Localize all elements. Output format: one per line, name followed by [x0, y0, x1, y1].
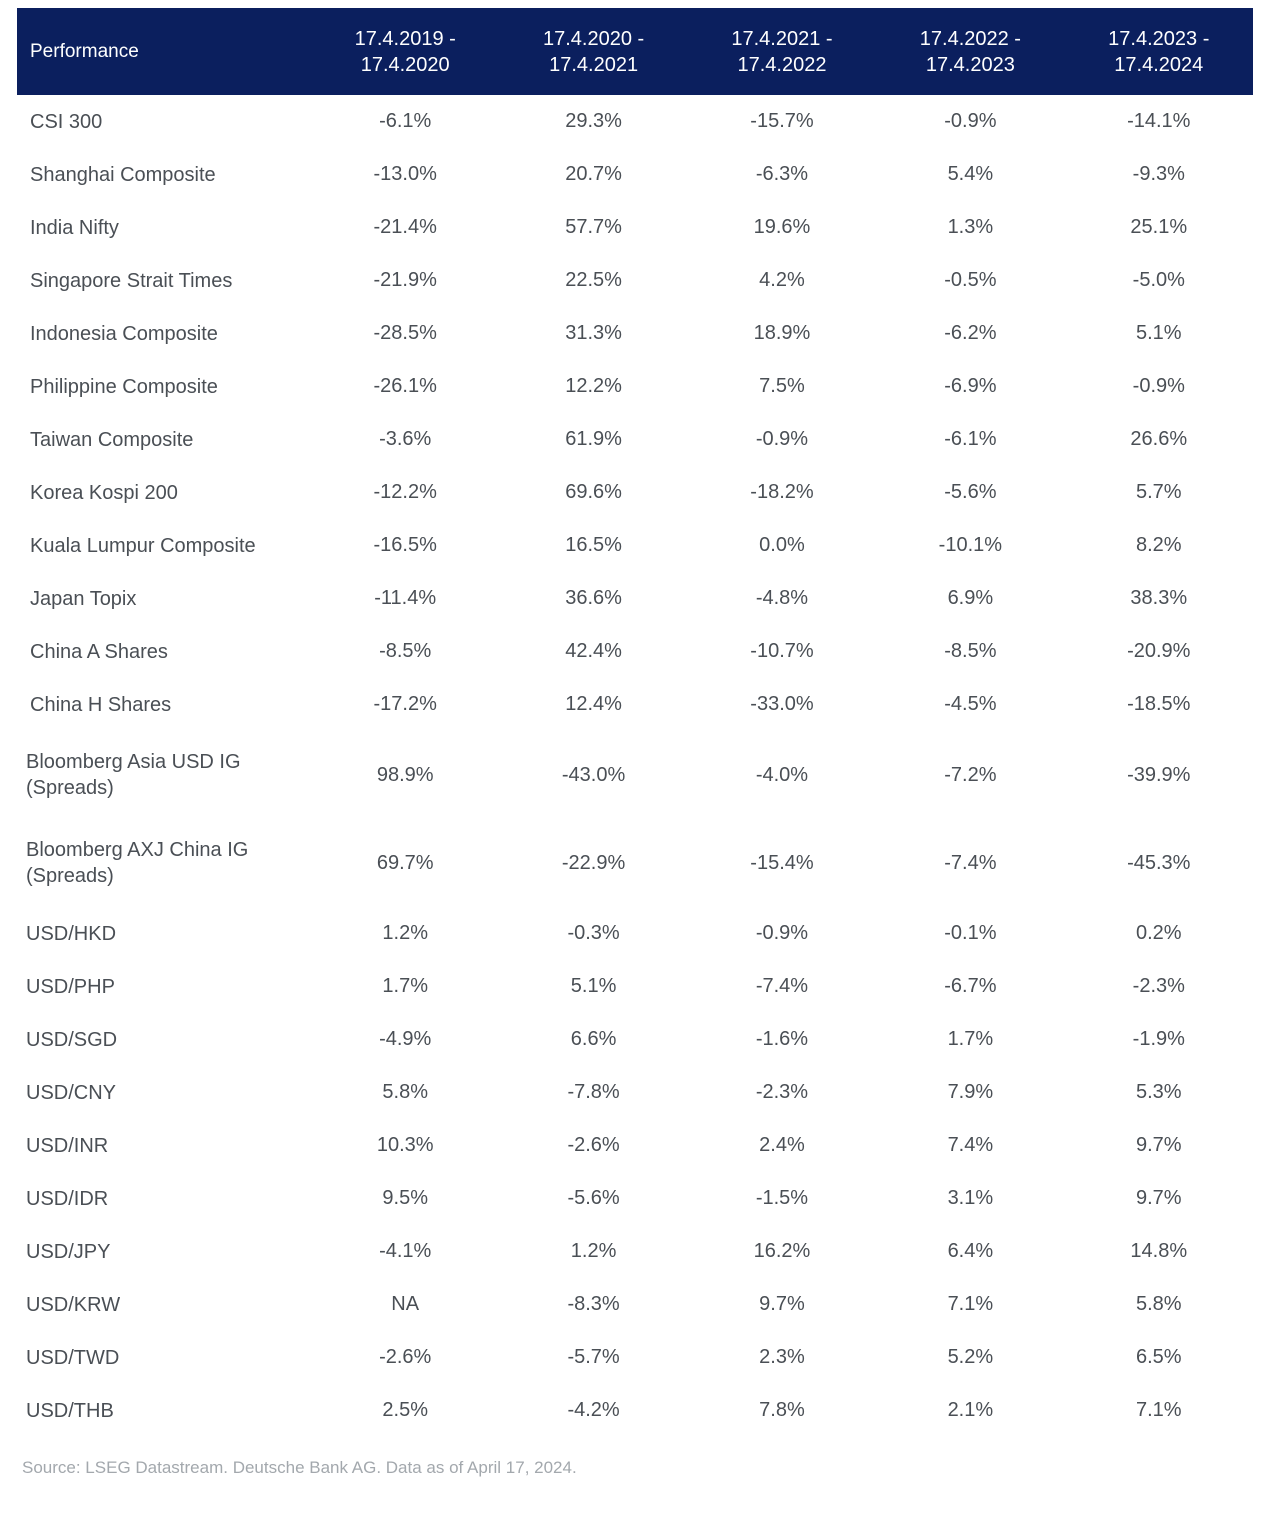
- table-row: [17, 625, 1253, 678]
- row-value-period-3: 7.5%: [759, 375, 805, 397]
- row-value-period-5: 9.7%: [1135, 1134, 1182, 1156]
- row-value-period-1: -3.6%: [379, 428, 432, 450]
- table-row: [17, 907, 1253, 960]
- row-label: Bloomberg AXJ China IG (Spreads): [26, 839, 249, 887]
- header-underline-divider: [17, 95, 311, 97]
- row-value-period-2: 12.2%: [565, 375, 622, 397]
- row-label: USD/IDR: [26, 1187, 109, 1210]
- row-value-period-2: -43.0%: [561, 763, 626, 786]
- row-value-period-2: -8.3%: [567, 1293, 620, 1315]
- row-value-period-5: 5.1%: [1135, 322, 1182, 344]
- row-value-period-4: -6.1%: [944, 428, 997, 450]
- row-value-period-5: 9.7%: [1135, 1187, 1182, 1209]
- row-value-period-5: 7.1%: [1135, 1399, 1182, 1421]
- row-label: Shanghai Composite: [30, 163, 216, 186]
- table-row: [17, 1013, 1253, 1066]
- row-value-period-1: -21.9%: [373, 269, 437, 291]
- row-value-period-3: -4.0%: [755, 763, 809, 786]
- row-value-period-3: -1.6%: [755, 1028, 809, 1050]
- row-value-period-3: -4.8%: [755, 587, 809, 609]
- table-row: [17, 819, 1253, 907]
- row-label: CSI 300: [30, 110, 103, 133]
- row-value-period-4: 7.9%: [947, 1081, 994, 1103]
- row-value-period-1: -4.9%: [379, 1028, 432, 1050]
- row-value-period-1: 5.8%: [382, 1081, 428, 1103]
- row-value-period-4: 6.9%: [947, 587, 994, 609]
- row-value-period-5: 5.7%: [1135, 481, 1182, 503]
- row-label: Bloomberg Asia USD IG (Spreads): [26, 751, 241, 799]
- row-value-period-5: -9.3%: [1132, 163, 1185, 185]
- table-body: [17, 95, 1253, 1437]
- row-value-period-4: -6.7%: [944, 975, 997, 997]
- table-row: [17, 1278, 1253, 1331]
- row-value-period-4: 6.4%: [947, 1240, 994, 1262]
- table-row: [17, 731, 1253, 819]
- row-value-period-2: 12.4%: [565, 693, 622, 715]
- row-value-period-1: -4.1%: [379, 1240, 432, 1262]
- row-value-period-2: -7.8%: [567, 1081, 620, 1103]
- row-value-period-3: 0.0%: [759, 534, 805, 556]
- header-period-2: [499, 8, 687, 95]
- row-value-period-5: -20.9%: [1127, 640, 1191, 662]
- row-value-period-3: 18.9%: [753, 322, 811, 344]
- row-value-period-5: 5.3%: [1135, 1081, 1182, 1103]
- row-value-period-3: -1.5%: [755, 1187, 809, 1209]
- row-value-period-4: 1.7%: [947, 1028, 994, 1050]
- row-label: USD/KRW: [26, 1293, 121, 1316]
- row-value-period-1: 69.7%: [376, 851, 434, 874]
- row-value-period-4: 7.4%: [947, 1134, 994, 1156]
- row-value-period-4: -0.9%: [944, 110, 997, 132]
- period-end: 17.4.2021: [549, 53, 639, 76]
- row-value-period-5: -0.9%: [1132, 375, 1185, 397]
- row-value-period-5: -2.3%: [1132, 975, 1185, 997]
- row-label: Indonesia Composite: [30, 322, 218, 345]
- row-value-period-3: 2.4%: [759, 1134, 805, 1156]
- table-row: [17, 1066, 1253, 1119]
- row-value-period-5: 38.3%: [1130, 587, 1188, 609]
- row-value-period-4: 5.2%: [947, 1346, 994, 1368]
- row-value-period-5: -5.0%: [1132, 269, 1185, 291]
- row-value-period-1: 1.2%: [382, 922, 428, 944]
- row-value-period-3: 9.7%: [759, 1293, 805, 1315]
- row-value-period-3: -0.9%: [755, 428, 809, 450]
- row-value-period-4: -0.5%: [944, 269, 997, 291]
- table-row: [17, 1172, 1253, 1225]
- header-period-4: [876, 8, 1064, 95]
- row-value-period-2: 61.9%: [565, 428, 622, 450]
- row-value-period-5: -1.9%: [1132, 1028, 1185, 1050]
- row-value-period-2: 42.4%: [565, 640, 622, 662]
- row-label: China A Shares: [30, 640, 168, 663]
- row-value-period-3: 7.8%: [759, 1399, 805, 1421]
- row-value-period-5: -39.9%: [1127, 763, 1191, 786]
- row-value-period-5: 8.2%: [1135, 534, 1182, 556]
- period-start: 17.4.2019 -: [354, 27, 456, 50]
- row-value-period-3: -18.2%: [750, 481, 814, 503]
- row-value-period-2: -5.6%: [567, 1187, 620, 1209]
- row-value-period-1: 9.5%: [382, 1187, 428, 1209]
- row-value-period-5: 14.8%: [1130, 1240, 1188, 1262]
- row-value-period-1: 98.9%: [376, 763, 434, 786]
- source-note: Source: LSEG Datastream. Deutsche Bank AG. Data as of April 17, 2024.: [22, 1458, 577, 1477]
- row-label: Kuala Lumpur Composite: [30, 534, 256, 557]
- row-value-period-2: -2.6%: [567, 1134, 620, 1156]
- table-row: [17, 307, 1253, 360]
- row-value-period-2: 5.1%: [570, 975, 617, 997]
- row-label: USD/HKD: [26, 922, 117, 945]
- row-value-period-2: 29.3%: [565, 110, 622, 132]
- row-value-period-5: 6.5%: [1135, 1346, 1182, 1368]
- row-value-period-2: -22.9%: [561, 851, 626, 874]
- row-label: Korea Kospi 200: [30, 481, 178, 504]
- table-row: [17, 201, 1253, 254]
- row-label: Singapore Strait Times: [30, 269, 233, 292]
- row-value-period-2: 31.3%: [565, 322, 622, 344]
- row-label: Taiwan Composite: [30, 428, 194, 451]
- row-value-period-3: -0.9%: [755, 922, 809, 944]
- row-value-period-2: 57.7%: [565, 216, 622, 238]
- row-label: USD/THB: [26, 1399, 114, 1422]
- header-performance: Performance: [17, 8, 311, 95]
- row-value-period-4: 3.1%: [947, 1187, 994, 1209]
- row-value-period-4: 1.3%: [947, 216, 994, 238]
- table-row: [17, 95, 1253, 148]
- table-row: [17, 572, 1253, 625]
- row-label: USD/CNY: [26, 1081, 117, 1104]
- row-value-period-5: 25.1%: [1130, 216, 1188, 238]
- row-label: China H Shares: [30, 693, 172, 716]
- row-value-period-1: 2.5%: [382, 1399, 428, 1421]
- table-row: [17, 148, 1253, 201]
- header-period-3: [688, 8, 876, 95]
- row-value-period-2: -0.3%: [567, 922, 620, 944]
- row-label: USD/PHP: [26, 975, 115, 998]
- performance-table-container: [17, 8, 1253, 1437]
- row-value-period-4: -5.6%: [944, 481, 997, 503]
- row-value-period-5: 0.2%: [1135, 922, 1182, 944]
- row-value-period-2: 69.6%: [565, 481, 622, 503]
- period-end: 17.4.2024: [1114, 53, 1204, 76]
- row-value-period-1: -2.6%: [379, 1346, 432, 1368]
- row-value-period-1: 10.3%: [376, 1134, 434, 1156]
- row-label: USD/JPY: [26, 1240, 111, 1263]
- table-row: [17, 1384, 1253, 1437]
- row-value-period-5: 26.6%: [1130, 428, 1188, 450]
- period-start: 17.4.2020 -: [542, 27, 645, 50]
- period-start: 17.4.2021 -: [731, 27, 833, 50]
- row-value-period-4: 5.4%: [947, 163, 994, 185]
- table-row: [17, 960, 1253, 1013]
- row-value-period-1: -16.5%: [373, 534, 437, 556]
- row-value-period-4: 2.1%: [947, 1399, 994, 1421]
- table-row: [17, 466, 1253, 519]
- row-value-period-3: -2.3%: [755, 1081, 809, 1103]
- row-value-period-2: 22.5%: [565, 269, 622, 291]
- period-end: 17.4.2022: [737, 53, 827, 76]
- row-value-period-4: -4.5%: [944, 693, 997, 715]
- header-row: [17, 8, 1253, 95]
- row-value-period-2: 1.2%: [570, 1240, 617, 1262]
- row-value-period-1: -11.4%: [374, 587, 437, 609]
- row-value-period-2: 6.6%: [570, 1028, 617, 1050]
- row-label: Japan Topix: [30, 587, 137, 610]
- header-period-5: [1065, 8, 1253, 95]
- row-value-period-4: -6.9%: [944, 375, 997, 397]
- row-value-period-4: -7.4%: [944, 851, 997, 874]
- row-label: USD/TWD: [26, 1346, 120, 1369]
- row-value-period-2: -4.2%: [567, 1399, 620, 1421]
- period-end: 17.4.2023: [925, 53, 1015, 76]
- row-value-period-4: -8.5%: [944, 640, 997, 662]
- row-value-period-1: -28.5%: [373, 322, 437, 344]
- row-value-period-3: -33.0%: [750, 693, 814, 715]
- row-label: India Nifty: [30, 216, 119, 239]
- table-row: [17, 413, 1253, 466]
- row-value-period-3: 16.2%: [753, 1240, 811, 1262]
- row-value-period-4: -0.1%: [944, 922, 997, 944]
- row-value-period-5: -14.1%: [1127, 110, 1191, 132]
- period-start: 17.4.2022 -: [919, 27, 1021, 50]
- table-header: [17, 8, 1253, 95]
- row-value-period-1: NA: [391, 1293, 420, 1315]
- row-value-period-4: 7.1%: [947, 1293, 994, 1315]
- row-value-period-3: -15.7%: [750, 110, 814, 132]
- table-row: [17, 1119, 1253, 1172]
- table-row: [17, 254, 1253, 307]
- period-end: 17.4.2020: [360, 53, 450, 76]
- row-value-period-1: -26.1%: [373, 375, 437, 397]
- row-value-period-1: -13.0%: [373, 163, 437, 185]
- table-row: [17, 678, 1253, 731]
- table-row: [17, 360, 1253, 413]
- header-period-1: [311, 8, 499, 95]
- row-value-period-3: -15.4%: [750, 851, 814, 874]
- row-value-period-1: -8.5%: [379, 640, 432, 662]
- row-value-period-3: -10.7%: [750, 640, 814, 662]
- table-row: [17, 1331, 1253, 1384]
- row-value-period-1: 1.7%: [382, 975, 428, 997]
- row-value-period-3: 19.6%: [753, 216, 811, 238]
- row-value-period-3: -6.3%: [755, 163, 809, 185]
- row-value-period-5: -45.3%: [1127, 851, 1191, 874]
- row-value-period-2: 20.7%: [565, 163, 622, 185]
- row-value-period-2: 16.5%: [565, 534, 622, 556]
- row-value-period-4: -10.1%: [938, 534, 1003, 556]
- row-value-period-2: 36.6%: [565, 587, 622, 609]
- row-value-period-3: 4.2%: [759, 269, 805, 291]
- row-value-period-3: -7.4%: [755, 975, 809, 997]
- row-label: Philippine Composite: [30, 375, 218, 398]
- period-start: 17.4.2023 -: [1108, 27, 1210, 50]
- row-value-period-1: -6.1%: [379, 110, 432, 132]
- row-label: USD/SGD: [26, 1028, 118, 1051]
- table-row: [17, 1225, 1253, 1278]
- row-value-period-1: -17.2%: [373, 693, 437, 715]
- row-value-period-5: 5.8%: [1135, 1293, 1182, 1315]
- table-row: [17, 519, 1253, 572]
- row-label: USD/INR: [26, 1134, 109, 1157]
- row-value-period-1: -12.2%: [373, 481, 437, 503]
- row-value-period-5: -18.5%: [1127, 693, 1191, 715]
- row-value-period-2: -5.7%: [567, 1346, 620, 1368]
- row-value-period-1: -21.4%: [373, 216, 437, 238]
- row-value-period-4: -6.2%: [944, 322, 997, 344]
- row-value-period-4: -7.2%: [944, 763, 997, 786]
- performance-table: [17, 8, 1253, 1437]
- row-value-period-3: 2.3%: [759, 1346, 805, 1368]
